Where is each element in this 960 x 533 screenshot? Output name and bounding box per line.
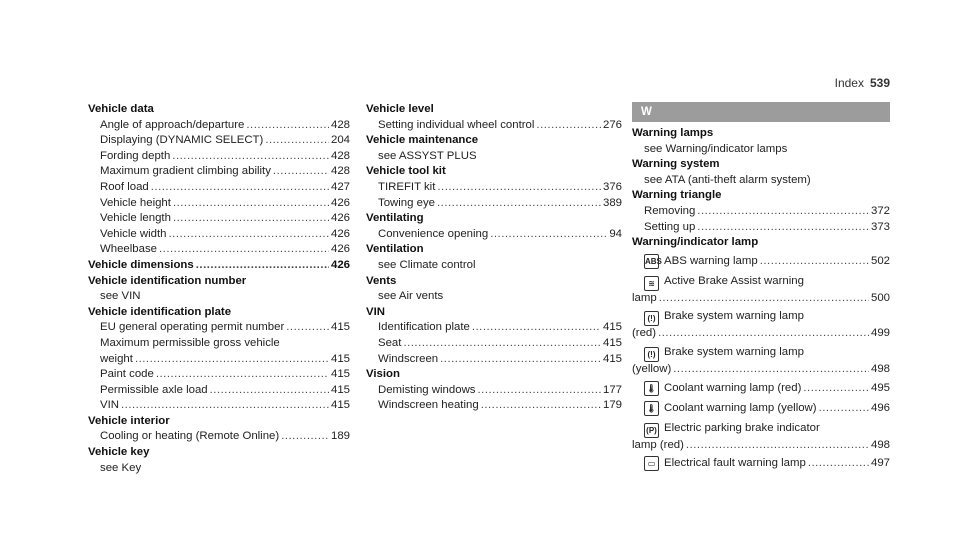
lamp-entry-line[interactable]: [632, 342, 890, 362]
page-ref: 415: [330, 383, 350, 396]
index-subentry[interactable]: [88, 180, 350, 196]
entry-text: (yellow): [632, 362, 672, 375]
index-heading[interactable]: Vehicle identification plate: [88, 305, 232, 318]
page-ref: 426: [330, 212, 350, 225]
index-subentry[interactable]: [366, 352, 622, 368]
index-subentry[interactable]: [88, 429, 350, 445]
page-ref: 415: [330, 399, 350, 412]
page-ref: 376: [602, 180, 622, 193]
index-heading[interactable]: Vision: [366, 368, 400, 381]
lamp-entry-continued[interactable]: [632, 326, 890, 342]
see-reference[interactable]: see ASSYST PLUS: [378, 149, 477, 162]
index-subentry[interactable]: [366, 227, 622, 243]
index-subentry[interactable]: [88, 242, 350, 258]
page-ref: 415: [602, 336, 622, 349]
brake-system-red-icon: (!): [644, 311, 659, 326]
parking-brake-icon: (P): [644, 423, 659, 438]
lamp-entry-continued[interactable]: [632, 362, 890, 378]
page-ref: 426: [330, 196, 350, 209]
entry-text: Setting up: [644, 220, 696, 233]
entry-text: weight: [100, 352, 133, 365]
dot-leader: [440, 352, 601, 368]
page-ref: 189: [330, 430, 350, 443]
see-reference[interactable]: see Warning/indicator lamps: [644, 142, 788, 155]
lamp-entry[interactable]: [632, 378, 890, 398]
index-subentry[interactable]: [366, 336, 622, 352]
entry-text: Electric parking brake indicator: [664, 421, 820, 434]
page-ref: 415: [602, 352, 622, 365]
entry-text: Windscreen: [378, 352, 439, 365]
index-subentry[interactable]: [88, 149, 350, 165]
dot-leader: [697, 204, 869, 220]
entry-text: VIN: [100, 399, 119, 412]
page-ref: 427: [330, 180, 350, 193]
entry-text: Vehicle dimensions: [88, 258, 194, 271]
see-reference[interactable]: see VIN: [100, 290, 141, 303]
dot-leader: [819, 398, 869, 418]
index-heading[interactable]: Warning/indicator lamp: [632, 236, 759, 249]
page-ref: 502: [870, 254, 890, 267]
page-ref: 415: [602, 321, 622, 334]
dot-leader: [472, 320, 601, 336]
dot-leader: [490, 227, 607, 243]
entry-text: Electrical fault warning lamp: [664, 457, 806, 470]
page-ref: 179: [602, 399, 622, 412]
entry-text: Vehicle width: [100, 227, 167, 240]
lamp-entry-continued[interactable]: [632, 291, 890, 307]
page-ref: 498: [870, 362, 890, 375]
index-subentry[interactable]: [632, 220, 890, 236]
dot-leader: [286, 320, 329, 336]
entry-text: Demisting windows: [378, 383, 476, 396]
dot-leader: [697, 220, 869, 236]
dot-leader: [403, 336, 601, 352]
index-subentry[interactable]: [366, 118, 622, 134]
entry-text: Wheelbase: [100, 243, 157, 256]
index-subentry[interactable]: [632, 204, 890, 220]
dot-leader: [151, 180, 329, 196]
dot-leader: [156, 367, 329, 383]
brake-system-yellow-icon: (!): [644, 347, 659, 362]
entry-text: Cooling or heating (Remote Online): [100, 430, 280, 443]
index-subentry[interactable]: [88, 211, 350, 227]
coolant-yellow-icon: 🌡: [644, 401, 659, 416]
page-ref: 428: [330, 165, 350, 178]
dot-leader: [437, 196, 601, 212]
entry-text: Identification plate: [378, 321, 470, 334]
entry-text: (red): [632, 327, 657, 340]
entry-text: EU general operating permit number: [100, 321, 285, 334]
dot-leader: [481, 398, 601, 414]
index-subentry[interactable]: [88, 164, 350, 180]
lamp-entry[interactable]: [632, 398, 890, 418]
index-subentry[interactable]: [366, 398, 622, 414]
lamp-entry-line[interactable]: [632, 271, 890, 291]
page-ref: 177: [602, 383, 622, 396]
entry-text: Brake system warning lamp: [664, 345, 804, 358]
page-ref: 426: [330, 227, 350, 240]
index-heading[interactable]: Warning lamps: [632, 127, 714, 139]
index-heading[interactable]: Vehicle tool kit: [366, 165, 446, 178]
page-ref: 495: [870, 381, 890, 394]
letter-band: W: [632, 102, 890, 122]
entry-text: Roof load: [100, 180, 149, 193]
dot-leader: [246, 118, 329, 134]
index-column-2: [366, 102, 622, 414]
brake-assist-off-icon: ≋: [644, 276, 659, 291]
page-ref: 276: [602, 118, 622, 131]
entry-text: Active Brake Assist warning: [664, 274, 804, 287]
page-ref: 499: [870, 327, 890, 340]
see-reference[interactable]: see Climate control: [378, 258, 476, 271]
dot-leader: [686, 438, 869, 454]
entry-text: lamp: [632, 291, 657, 304]
page-ref: 500: [870, 291, 890, 304]
page-ref: 373: [870, 220, 890, 233]
section-label: Index: [834, 76, 864, 90]
entry-text: Convenience opening: [378, 227, 489, 240]
dot-leader: [673, 362, 869, 378]
see-reference[interactable]: see ATA (anti-theft alarm system): [644, 173, 811, 186]
index-heading[interactable]: Vents: [366, 274, 397, 287]
dot-leader: [173, 211, 329, 227]
index-subentry: Maximum permissible gross vehicle: [100, 336, 280, 349]
index-column-1: [88, 102, 350, 476]
dot-leader: [437, 180, 601, 196]
dot-leader: [159, 242, 329, 258]
page-ref: 428: [330, 149, 350, 162]
page-ref: 389: [602, 196, 622, 209]
index-heading[interactable]: Vehicle level: [366, 103, 434, 115]
warning-lamp-list: [632, 251, 890, 473]
index-subentry[interactable]: [88, 196, 350, 212]
index-heading[interactable]: Warning triangle: [632, 189, 722, 202]
index-subentry[interactable]: [88, 227, 350, 243]
coolant-red-icon: 🌡: [644, 381, 659, 396]
dot-leader: [273, 164, 329, 180]
entry-text: Maximum gradient climbing ability: [100, 165, 271, 178]
lamp-entry-line[interactable]: [632, 418, 890, 438]
dot-leader: [265, 133, 329, 149]
index-subentry[interactable]: [88, 352, 350, 368]
entry-text: lamp (red): [632, 438, 684, 451]
entry-text: Setting individual wheel control: [378, 118, 535, 131]
dot-leader: [478, 383, 601, 399]
entry-text: Angle of approach/departure: [100, 118, 245, 131]
index-subentry[interactable]: [88, 118, 350, 134]
page-ref: 415: [330, 368, 350, 381]
page-number: 539: [869, 76, 890, 90]
index-subentry[interactable]: [88, 383, 350, 399]
page-ref: 498: [870, 438, 890, 451]
entry-text: Coolant warning lamp (red): [664, 381, 802, 394]
lamp-entry[interactable]: [632, 453, 890, 473]
entry-text: Towing eye: [378, 196, 435, 209]
index-subentry[interactable]: [366, 320, 622, 336]
entry-text: Vehicle height: [100, 196, 171, 209]
see-reference[interactable]: see Air vents: [378, 290, 444, 303]
index-subentry[interactable]: [366, 383, 622, 399]
entry-text: Removing: [644, 204, 696, 217]
index-subentry[interactable]: [88, 398, 350, 414]
entry-text: Brake system warning lamp: [664, 310, 804, 323]
lamp-entry-continued[interactable]: [632, 438, 890, 454]
entry-text: Windscreen heating: [378, 399, 479, 412]
dot-leader: [210, 383, 329, 399]
entry-text: Displaying (DYNAMIC SELECT): [100, 134, 264, 147]
dot-leader: [196, 258, 329, 274]
lamp-entry[interactable]: [632, 251, 890, 271]
dot-leader: [172, 149, 329, 165]
index-heading[interactable]: Ventilation: [366, 243, 424, 256]
index-subentry[interactable]: [88, 320, 350, 336]
dot-leader: [808, 453, 869, 473]
dot-leader: [173, 196, 329, 212]
index-subentry[interactable]: [366, 196, 622, 212]
page-ref: 415: [330, 352, 350, 365]
entry-text: Seat: [378, 336, 402, 349]
dot-leader: [135, 352, 329, 368]
abs-warning-icon: ABS: [644, 254, 659, 269]
lamp-entry-line[interactable]: [632, 306, 890, 326]
page-ref: 426: [330, 243, 350, 256]
dot-leader: [169, 227, 329, 243]
page-ref: 428: [330, 118, 350, 131]
page-header: [835, 76, 890, 92]
index-heading[interactable]: [88, 258, 350, 274]
entry-text: Fording depth: [100, 149, 171, 162]
w-entries: [632, 126, 890, 235]
entry-text: ABS warning lamp: [664, 254, 758, 267]
index-heading[interactable]: Vehicle interior: [88, 414, 170, 427]
index-heading[interactable]: Vehicle data: [88, 103, 154, 115]
see-reference[interactable]: see Key: [100, 461, 142, 474]
index-subentry[interactable]: [88, 367, 350, 383]
index-subentry[interactable]: [366, 180, 622, 196]
page-ref: 496: [870, 401, 890, 414]
page-ref: 426: [330, 258, 350, 271]
dot-leader: [658, 326, 869, 342]
page-ref: 372: [870, 204, 890, 217]
dot-leader: [121, 398, 329, 414]
battery-fault-icon: ▭: [644, 456, 659, 471]
entry-text: Permissible axle load: [100, 383, 208, 396]
dot-leader: [760, 251, 869, 271]
page-ref: 497: [870, 457, 890, 470]
entry-text: Paint code: [100, 368, 154, 381]
index-column-3: [632, 102, 890, 473]
page-ref: 415: [330, 321, 350, 334]
entry-text: TIREFIT kit: [378, 180, 436, 193]
index-heading[interactable]: Ventilating: [366, 212, 424, 225]
index-heading[interactable]: Warning system: [632, 158, 720, 171]
dot-leader: [281, 429, 329, 445]
page-ref: 204: [330, 134, 350, 147]
index-heading[interactable]: VIN: [366, 305, 385, 318]
index-heading[interactable]: Vehicle maintenance: [366, 134, 479, 147]
dot-leader: [536, 118, 601, 134]
index-subentry[interactable]: [88, 133, 350, 149]
dot-leader: [659, 291, 869, 307]
index-heading[interactable]: Vehicle key: [88, 446, 150, 459]
entry-text: Coolant warning lamp (yellow): [664, 401, 817, 414]
dot-leader: [803, 378, 869, 398]
index-heading[interactable]: Vehicle identification number: [88, 274, 247, 287]
page-ref: 94: [609, 227, 622, 240]
entry-text: Vehicle length: [100, 212, 171, 225]
